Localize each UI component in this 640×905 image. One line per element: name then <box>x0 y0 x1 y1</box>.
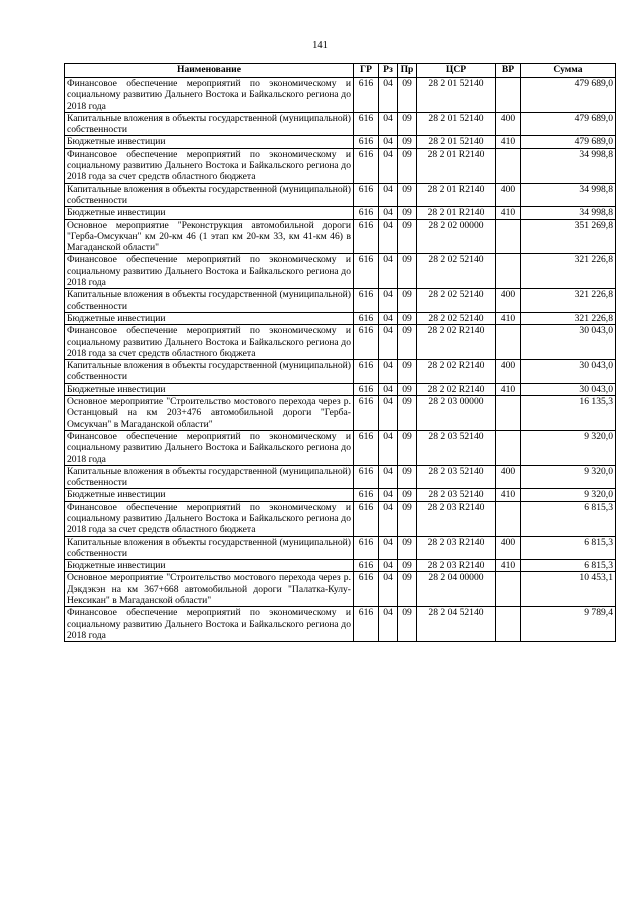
table-row <box>65 148 616 183</box>
table-row <box>65 536 616 560</box>
cell-rz: 04 <box>379 536 398 560</box>
cell-csr: 28 2 01 52140 <box>417 112 496 136</box>
cell-vr: 400 <box>496 536 521 560</box>
cell-gr: 616 <box>354 183 379 207</box>
cell-name: Основное мероприятие "Строительство мостового перехода через р. Дэкдэкэн на км 367+668 автомобильной дороги "Палатка-Кулу-Нексикан" в Магаданской области" <box>65 572 354 607</box>
cell-csr: 28 2 02 52140 <box>417 289 496 313</box>
cell-gr: 616 <box>354 501 379 536</box>
header-gr: ГР <box>354 64 379 78</box>
cell-vr <box>496 254 521 289</box>
cell-gr: 616 <box>354 536 379 560</box>
cell-vr <box>496 325 521 360</box>
cell-gr: 616 <box>354 207 379 219</box>
cell-sum: 351 269,8 <box>521 219 616 254</box>
cell-sum: 9 320,0 <box>521 430 616 465</box>
cell-pr: 09 <box>398 396 417 431</box>
cell-vr <box>496 219 521 254</box>
cell-gr: 616 <box>354 383 379 395</box>
cell-csr: 28 2 02 R2140 <box>417 325 496 360</box>
cell-gr: 616 <box>354 396 379 431</box>
cell-sum: 321 226,8 <box>521 289 616 313</box>
cell-name: Финансовое обеспечение мероприятий по экономическому и социальному развитию Дальнего Востока и Байкальского региона до 2018 года <box>65 607 354 642</box>
cell-name: Финансовое обеспечение мероприятий по экономическому и социальному развитию Дальнего Востока и Байкальского региона до 2018 года за счет средств областного бюджета <box>65 148 354 183</box>
cell-sum: 9 789,4 <box>521 607 616 642</box>
cell-gr: 616 <box>354 465 379 489</box>
cell-rz: 04 <box>379 383 398 395</box>
cell-vr <box>496 572 521 607</box>
cell-rz: 04 <box>379 289 398 313</box>
cell-csr: 28 2 01 R2140 <box>417 148 496 183</box>
cell-csr: 28 2 03 52140 <box>417 430 496 465</box>
cell-vr: 400 <box>496 112 521 136</box>
cell-pr: 09 <box>398 607 417 642</box>
table-body <box>65 78 616 642</box>
cell-sum: 6 815,3 <box>521 536 616 560</box>
header-csr: ЦСР <box>417 64 496 78</box>
cell-sum: 9 320,0 <box>521 489 616 501</box>
budget-table <box>64 63 616 642</box>
table-row <box>65 219 616 254</box>
cell-sum: 30 043,0 <box>521 325 616 360</box>
cell-pr: 09 <box>398 136 417 148</box>
cell-name: Финансовое обеспечение мероприятий по экономическому и социальному развитию Дальнего Востока и Байкальского региона до 2018 года <box>65 254 354 289</box>
cell-pr: 09 <box>398 148 417 183</box>
cell-csr: 28 2 02 R2140 <box>417 383 496 395</box>
cell-csr: 28 2 03 52140 <box>417 489 496 501</box>
table-row <box>65 289 616 313</box>
header-vr: ВР <box>496 64 521 78</box>
cell-name: Финансовое обеспечение мероприятий по экономическому и социальному развитию Дальнего Востока и Байкальского региона до 2018 года <box>65 430 354 465</box>
cell-rz: 04 <box>379 325 398 360</box>
cell-vr <box>496 396 521 431</box>
table-row <box>65 465 616 489</box>
cell-csr: 28 2 04 52140 <box>417 607 496 642</box>
header-rz: Рз <box>379 64 398 78</box>
cell-sum: 9 320,0 <box>521 465 616 489</box>
cell-name: Капитальные вложения в объекты государственной (муниципальной) собственности <box>65 289 354 313</box>
cell-csr: 28 2 02 00000 <box>417 219 496 254</box>
cell-vr: 400 <box>496 465 521 489</box>
cell-rz: 04 <box>379 148 398 183</box>
cell-rz: 04 <box>379 78 398 113</box>
cell-sum: 321 226,8 <box>521 312 616 324</box>
header-name: Наименование <box>65 64 354 78</box>
table-row <box>65 489 616 501</box>
cell-vr: 410 <box>496 560 521 572</box>
cell-rz: 04 <box>379 501 398 536</box>
cell-sum: 34 998,8 <box>521 148 616 183</box>
table-row <box>65 183 616 207</box>
cell-sum: 34 998,8 <box>521 207 616 219</box>
cell-rz: 04 <box>379 607 398 642</box>
cell-vr: 410 <box>496 383 521 395</box>
cell-rz: 04 <box>379 489 398 501</box>
cell-csr: 28 2 01 52140 <box>417 78 496 113</box>
cell-vr: 400 <box>496 360 521 384</box>
table-row <box>65 430 616 465</box>
cell-csr: 28 2 03 R2140 <box>417 560 496 572</box>
cell-name: Бюджетные инвестиции <box>65 136 354 148</box>
cell-vr <box>496 148 521 183</box>
table-row <box>65 112 616 136</box>
table-row <box>65 501 616 536</box>
cell-gr: 616 <box>354 430 379 465</box>
cell-name: Финансовое обеспечение мероприятий по экономическому и социальному развитию Дальнего Востока и Байкальского региона до 2018 года за счет средств областного бюджета <box>65 325 354 360</box>
cell-rz: 04 <box>379 430 398 465</box>
cell-name: Основное мероприятие "Реконструкция автомобильной дороги "Герба-Омсукчан" км 20-км 46 (1 этап км 20-км 33, км 41-км 46) в Магаданской области" <box>65 219 354 254</box>
cell-csr: 28 2 03 52140 <box>417 465 496 489</box>
cell-csr: 28 2 02 52140 <box>417 254 496 289</box>
cell-rz: 04 <box>379 254 398 289</box>
cell-csr: 28 2 01 52140 <box>417 136 496 148</box>
cell-csr: 28 2 01 R2140 <box>417 183 496 207</box>
cell-gr: 616 <box>354 312 379 324</box>
cell-pr: 09 <box>398 207 417 219</box>
header-sum: Сумма <box>521 64 616 78</box>
cell-sum: 479 689,0 <box>521 112 616 136</box>
cell-gr: 616 <box>354 289 379 313</box>
cell-csr: 28 2 01 R2140 <box>417 207 496 219</box>
cell-gr: 616 <box>354 560 379 572</box>
cell-name: Бюджетные инвестиции <box>65 312 354 324</box>
cell-rz: 04 <box>379 207 398 219</box>
cell-name: Капитальные вложения в объекты государственной (муниципальной) собственности <box>65 112 354 136</box>
cell-pr: 09 <box>398 254 417 289</box>
cell-pr: 09 <box>398 536 417 560</box>
cell-name: Капитальные вложения в объекты государственной (муниципальной) собственности <box>65 183 354 207</box>
cell-sum: 30 043,0 <box>521 383 616 395</box>
cell-rz: 04 <box>379 360 398 384</box>
cell-pr: 09 <box>398 325 417 360</box>
cell-pr: 09 <box>398 112 417 136</box>
cell-pr: 09 <box>398 289 417 313</box>
cell-gr: 616 <box>354 360 379 384</box>
table-row <box>65 254 616 289</box>
cell-vr <box>496 430 521 465</box>
cell-pr: 09 <box>398 383 417 395</box>
cell-sum: 10 453,1 <box>521 572 616 607</box>
cell-rz: 04 <box>379 112 398 136</box>
cell-vr: 410 <box>496 207 521 219</box>
cell-name: Бюджетные инвестиции <box>65 207 354 219</box>
table-row <box>65 325 616 360</box>
cell-vr: 410 <box>496 489 521 501</box>
header-pr: Пр <box>398 64 417 78</box>
cell-rz: 04 <box>379 312 398 324</box>
cell-rz: 04 <box>379 219 398 254</box>
cell-gr: 616 <box>354 136 379 148</box>
cell-name: Капитальные вложения в объекты государственной (муниципальной) собственности <box>65 465 354 489</box>
cell-pr: 09 <box>398 560 417 572</box>
cell-pr: 09 <box>398 360 417 384</box>
cell-gr: 616 <box>354 572 379 607</box>
cell-gr: 616 <box>354 325 379 360</box>
cell-name: Капитальные вложения в объекты государственной (муниципальной) собственности <box>65 536 354 560</box>
table-row <box>65 312 616 324</box>
cell-sum: 321 226,8 <box>521 254 616 289</box>
cell-gr: 616 <box>354 148 379 183</box>
cell-csr: 28 2 03 R2140 <box>417 501 496 536</box>
cell-gr: 616 <box>354 489 379 501</box>
cell-pr: 09 <box>398 219 417 254</box>
cell-sum: 6 815,3 <box>521 501 616 536</box>
cell-vr <box>496 501 521 536</box>
cell-name: Финансовое обеспечение мероприятий по экономическому и социальному развитию Дальнего Востока и Байкальского региона до 2018 года за счет средств областного бюджета <box>65 501 354 536</box>
cell-gr: 616 <box>354 254 379 289</box>
cell-name: Основное мероприятие "Строительство мостового перехода через р. Останцовый на км 203+476 автомобильной дороги "Герба-Омсукчан" в Магаданской области" <box>65 396 354 431</box>
cell-pr: 09 <box>398 312 417 324</box>
cell-csr: 28 2 03 R2140 <box>417 536 496 560</box>
cell-rz: 04 <box>379 396 398 431</box>
table-row <box>65 207 616 219</box>
cell-pr: 09 <box>398 572 417 607</box>
cell-pr: 09 <box>398 489 417 501</box>
cell-gr: 616 <box>354 219 379 254</box>
cell-rz: 04 <box>379 572 398 607</box>
page-number: 141 <box>312 40 328 51</box>
cell-vr: 400 <box>496 289 521 313</box>
table-row <box>65 572 616 607</box>
table-row <box>65 396 616 431</box>
cell-gr: 616 <box>354 607 379 642</box>
cell-name: Бюджетные инвестиции <box>65 560 354 572</box>
cell-sum: 30 043,0 <box>521 360 616 384</box>
cell-vr: 410 <box>496 312 521 324</box>
cell-vr <box>496 78 521 113</box>
cell-rz: 04 <box>379 136 398 148</box>
cell-sum: 34 998,8 <box>521 183 616 207</box>
cell-name: Бюджетные инвестиции <box>65 383 354 395</box>
cell-pr: 09 <box>398 430 417 465</box>
table-row <box>65 360 616 384</box>
cell-rz: 04 <box>379 183 398 207</box>
cell-sum: 16 135,3 <box>521 396 616 431</box>
cell-vr: 410 <box>496 136 521 148</box>
cell-csr: 28 2 04 00000 <box>417 572 496 607</box>
cell-pr: 09 <box>398 465 417 489</box>
cell-gr: 616 <box>354 78 379 113</box>
cell-sum: 479 689,0 <box>521 136 616 148</box>
table-row <box>65 607 616 642</box>
cell-pr: 09 <box>398 183 417 207</box>
cell-sum: 479 689,0 <box>521 78 616 113</box>
cell-name: Бюджетные инвестиции <box>65 489 354 501</box>
cell-csr: 28 2 03 00000 <box>417 396 496 431</box>
cell-pr: 09 <box>398 501 417 536</box>
cell-gr: 616 <box>354 112 379 136</box>
table-row <box>65 136 616 148</box>
table-header-row <box>65 64 616 78</box>
table-row <box>65 78 616 113</box>
cell-sum: 6 815,3 <box>521 560 616 572</box>
cell-name: Финансовое обеспечение мероприятий по экономическому и социальному развитию Дальнего Востока и Байкальского региона до 2018 года <box>65 78 354 113</box>
cell-pr: 09 <box>398 78 417 113</box>
cell-vr <box>496 607 521 642</box>
cell-csr: 28 2 02 R2140 <box>417 360 496 384</box>
cell-name: Капитальные вложения в объекты государственной (муниципальной) собственности <box>65 360 354 384</box>
cell-rz: 04 <box>379 465 398 489</box>
cell-vr: 400 <box>496 183 521 207</box>
table-row <box>65 383 616 395</box>
cell-rz: 04 <box>379 560 398 572</box>
cell-csr: 28 2 02 52140 <box>417 312 496 324</box>
table-row <box>65 560 616 572</box>
